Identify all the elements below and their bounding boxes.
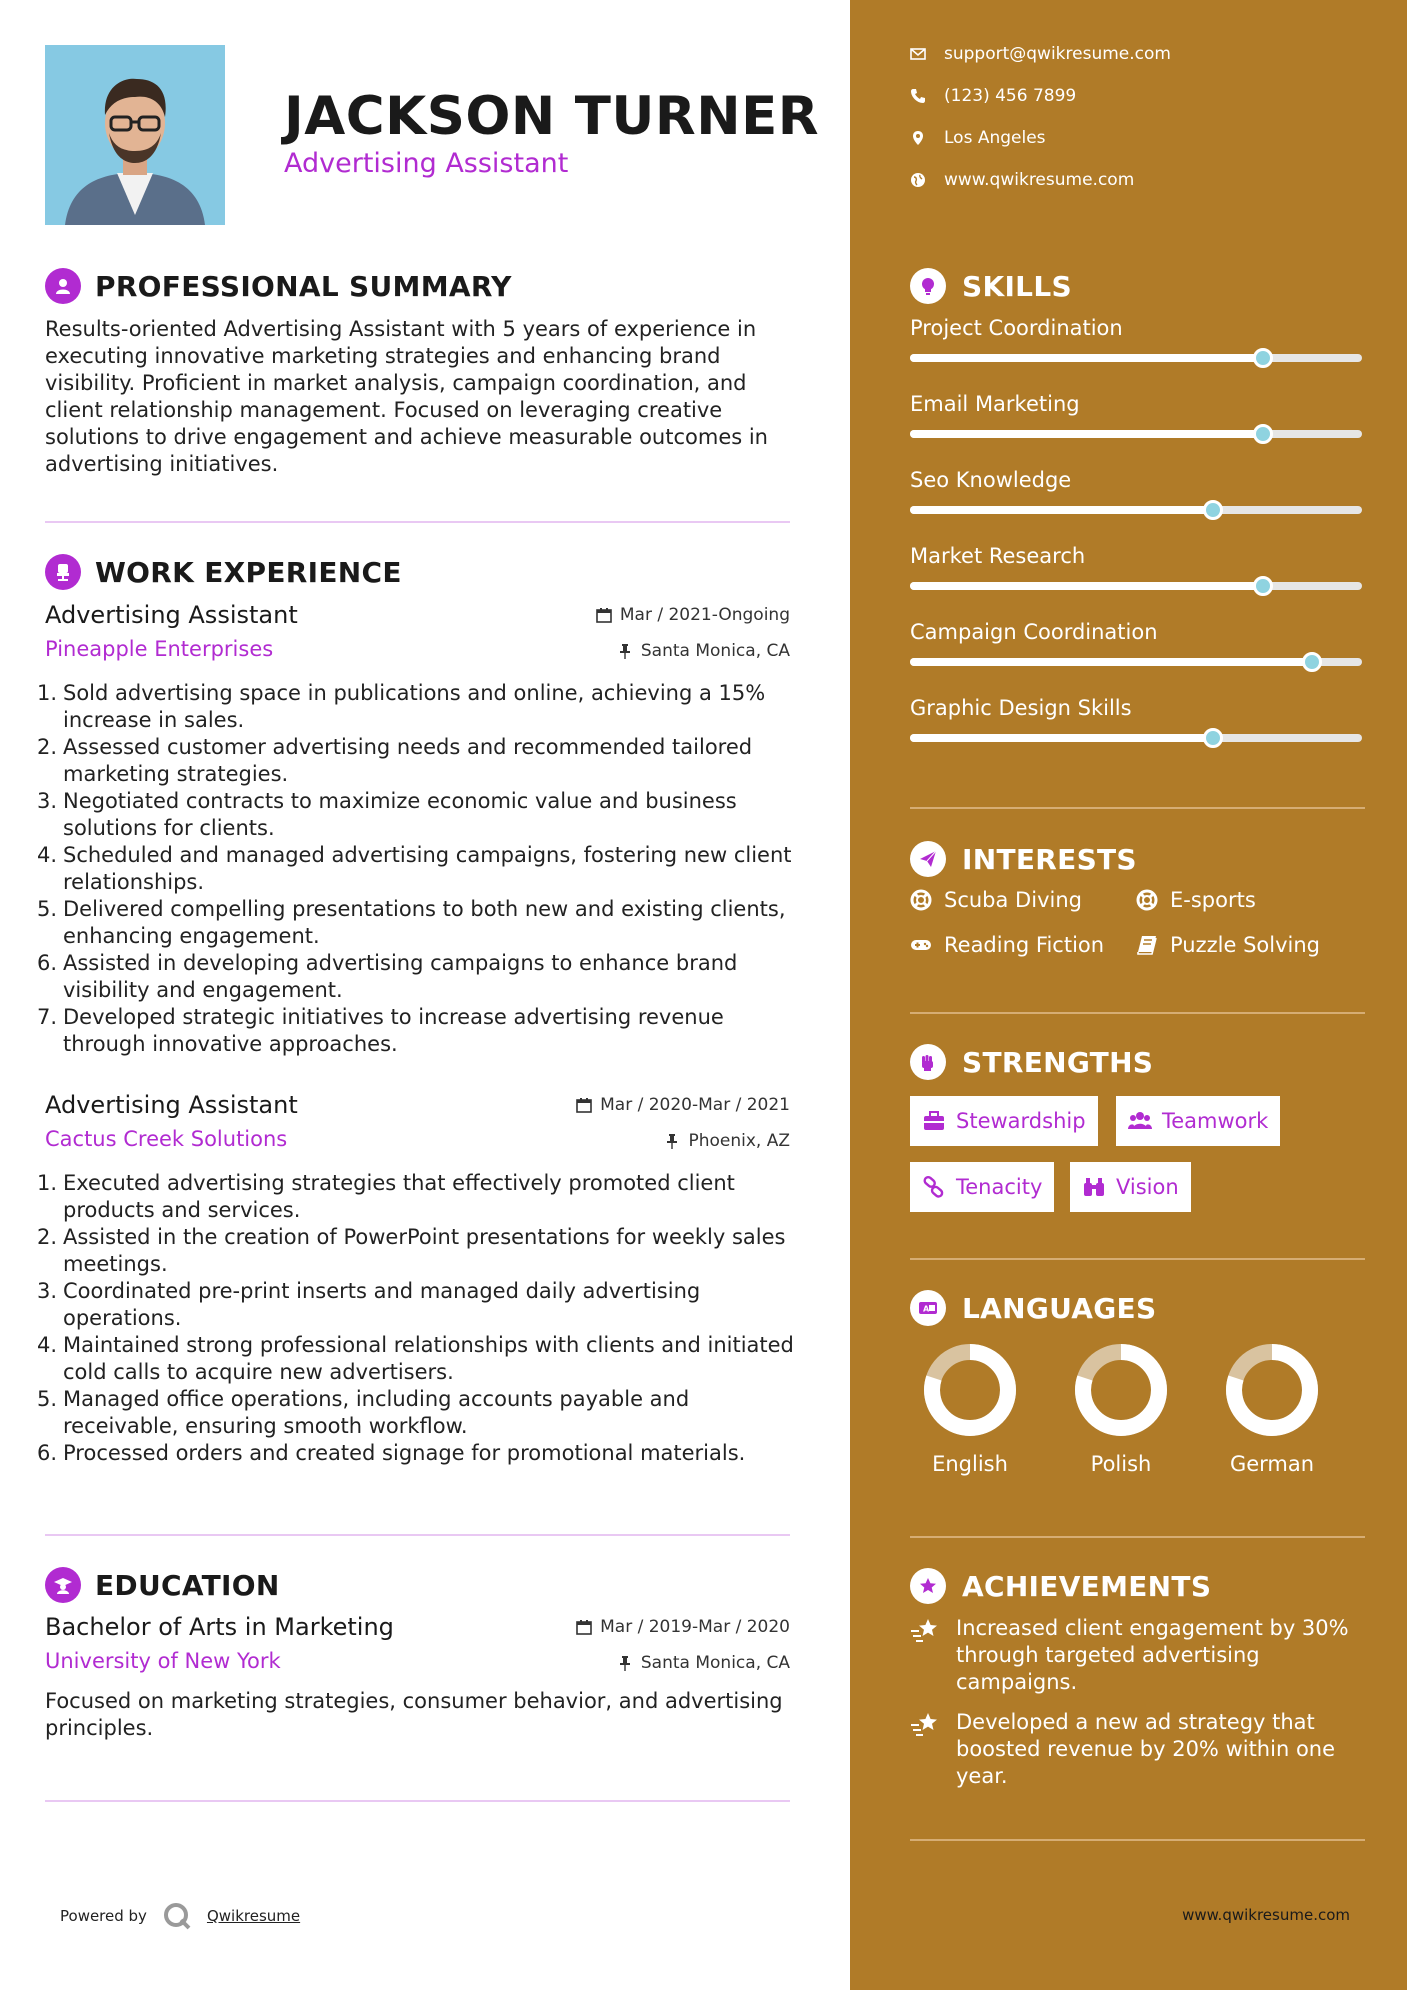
job-date <box>596 605 790 625</box>
experience-title: WORK EXPERIENCE <box>95 555 402 589</box>
language-ring <box>1224 1342 1320 1438</box>
phone-icon <box>910 88 926 104</box>
sidebar <box>850 0 1407 1990</box>
language-name: German <box>1229 1452 1315 1476</box>
job-bullets <box>37 1170 805 1467</box>
strength-label: Vision <box>1116 1175 1179 1199</box>
interest-item <box>910 888 1082 912</box>
shooting-star-icon <box>910 1617 940 1645</box>
skill-item <box>910 468 1365 518</box>
section-divider <box>45 521 790 523</box>
list-item: 4. Maintained strong professional relationships with clients and initiated cold calls to acquire new advertisers. <box>37 1333 794 1384</box>
contact-location <box>910 128 1046 148</box>
strength-badge <box>1070 1162 1191 1212</box>
skill-item <box>910 544 1365 594</box>
section-divider <box>45 1534 790 1536</box>
strengths-heading <box>910 1044 1153 1080</box>
skill-slider-knob <box>1302 652 1322 672</box>
contact-location-text: Los Angeles <box>944 128 1046 148</box>
education-entry <box>45 1613 790 1683</box>
skill-slider-knob <box>1203 500 1223 520</box>
education-heading <box>45 1567 280 1603</box>
education-date-text: Mar / 2019-Mar / 2020 <box>600 1617 790 1637</box>
skill-bar-fill <box>910 506 1213 514</box>
lightbulb-icon <box>910 268 946 304</box>
skill-item <box>910 392 1365 442</box>
globe-icon <box>910 172 926 188</box>
powered-by-label: Powered by <box>60 1907 147 1925</box>
skill-slider-knob <box>1203 728 1223 748</box>
strength-badge <box>910 1162 1054 1212</box>
list-item: 4. Scheduled and managed advertising campaigns, fostering new client relationships. <box>37 843 792 894</box>
education-location-text: Santa Monica, CA <box>640 1653 790 1673</box>
list-item: 7. Developed strategic initiatives to increase advertising revenue through innovative approaches. <box>37 1005 724 1056</box>
education-text: Focused on marketing strategies, consumer behavior, and advertising principles. <box>45 1689 783 1740</box>
skill-name: Seo Knowledge <box>910 468 1072 492</box>
skill-name: Graphic Design Skills <box>910 696 1132 720</box>
list-item: 5. Delivered compelling presentations to both new and existing clients, enhancing engagement. <box>37 897 786 948</box>
skill-name: Project Coordination <box>910 316 1123 340</box>
job-entry <box>45 601 790 671</box>
contact-email-text[interactable]: support@qwikresume.com <box>944 44 1171 64</box>
job-date-text: Mar / 2020-Mar / 2021 <box>600 1095 790 1115</box>
interest-label: Reading Fiction <box>944 933 1105 957</box>
interests-heading <box>910 841 1137 877</box>
candidate-title: Advertising Assistant <box>284 148 569 179</box>
job-location <box>617 641 790 661</box>
svg-text:A: A <box>923 1304 930 1314</box>
binoculars-icon <box>1082 1175 1106 1199</box>
skill-item <box>910 696 1365 746</box>
education-title: EDUCATION <box>95 1568 280 1602</box>
skill-bar <box>910 734 1362 742</box>
languages-heading <box>910 1290 1156 1326</box>
language-ring <box>1073 1342 1169 1438</box>
skill-bar-fill <box>910 430 1263 438</box>
language-item <box>910 1342 1030 1476</box>
pin-icon <box>617 643 633 659</box>
calendar-icon <box>576 1619 592 1635</box>
pin-icon <box>617 1655 633 1671</box>
skill-bar-fill <box>910 582 1263 590</box>
skills-heading <box>910 268 1072 304</box>
achievements-heading <box>910 1568 1211 1604</box>
person-portrait-icon <box>45 45 225 225</box>
language-name: English <box>932 1452 1008 1476</box>
link-icon <box>922 1175 946 1199</box>
job-date-text: Mar / 2021-Ongoing <box>619 605 790 625</box>
calendar-icon <box>576 1097 592 1113</box>
map-marker-icon <box>910 130 926 146</box>
gamepad-icon <box>910 934 932 956</box>
languages-title: LANGUAGES <box>962 1291 1157 1325</box>
list-item: 3. Negotiated contracts to maximize economic value and business solutions for clients. <box>37 789 737 840</box>
skill-item <box>910 316 1365 366</box>
language-item <box>1212 1342 1332 1476</box>
envelope-icon <box>910 46 926 62</box>
powered-by <box>60 1900 300 1932</box>
profile-photo <box>45 45 225 225</box>
skill-bar-fill <box>910 354 1263 362</box>
summary-title: PROFESSIONAL SUMMARY <box>95 269 512 303</box>
interest-item <box>910 933 1104 957</box>
section-divider <box>910 1258 1365 1260</box>
list-item: 1. Executed advertising strategies that effectively promoted client products and services. <box>37 1171 735 1222</box>
section-divider <box>910 1839 1365 1841</box>
briefcase-icon <box>922 1109 946 1133</box>
pin-icon <box>664 1133 680 1149</box>
skill-name: Campaign Coordination <box>910 620 1158 644</box>
contact-phone <box>910 86 1076 106</box>
skill-slider-knob <box>1253 576 1273 596</box>
job-entry <box>45 1091 790 1161</box>
skill-bar-fill <box>910 658 1312 666</box>
language-ring <box>922 1342 1018 1438</box>
contact-website <box>910 170 1134 190</box>
users-icon <box>1128 1109 1152 1133</box>
skill-name: Market Research <box>910 544 1086 568</box>
achievement-text: Increased client engagement by 30% through targeted advertising campaigns. <box>956 1616 1349 1694</box>
summary-text: Results-oriented Advertising Assistant with 5 years of experience in executing innovative marketing strategies and enhancing brand visibility. Proficient in market analysis, campaign coordination, and client relationship management. Focused on leveraging creative solutions to drive engagement and achieve measurable outcomes in advertising initiatives. <box>45 317 768 476</box>
calendar-icon <box>596 607 612 623</box>
skill-name: Email Marketing <box>910 392 1080 416</box>
translate-icon <box>910 1290 946 1326</box>
skills-title: SKILLS <box>962 269 1072 303</box>
list-item: 1. Sold advertising space in publications and online, achieving a 15% increase in sales. <box>37 681 766 732</box>
section-divider <box>910 1012 1365 1014</box>
language-name: Polish <box>1090 1452 1152 1476</box>
skill-bar <box>910 354 1362 362</box>
achievement-text: Developed a new ad strategy that boosted revenue by 20% within one year. <box>956 1710 1336 1788</box>
job-location-text: Phoenix, AZ <box>688 1131 790 1151</box>
list-item: 2. Assessed customer advertising needs and recommended tailored marketing strategies. <box>37 735 753 786</box>
candidate-name: JACKSON TURNER <box>284 86 820 147</box>
achievement-item <box>910 1615 1365 1696</box>
strength-badge <box>1116 1096 1280 1146</box>
graduate-icon <box>45 1567 81 1603</box>
skill-slider-knob <box>1253 424 1273 444</box>
skill-item <box>910 620 1365 670</box>
contact-email <box>910 44 1171 64</box>
language-item <box>1061 1342 1181 1476</box>
skill-bar <box>910 506 1362 514</box>
job-role: Advertising Assistant <box>45 1091 298 1119</box>
job-company: Pineapple Enterprises <box>45 637 274 661</box>
job-role: Advertising Assistant <box>45 601 298 629</box>
interest-label: E-sports <box>1170 888 1256 912</box>
skill-slider-knob <box>1253 348 1273 368</box>
star-icon <box>910 1568 946 1604</box>
interest-item <box>1136 933 1320 957</box>
strength-label: Stewardship <box>956 1109 1086 1133</box>
chair-icon <box>45 554 81 590</box>
list-item: 3. Coordinated pre-print inserts and managed daily advertising operations. <box>37 1279 701 1330</box>
shooting-star-icon <box>910 1711 940 1739</box>
achievement-item <box>910 1709 1365 1790</box>
skill-bar-fill <box>910 734 1213 742</box>
achievements-title: ACHIEVEMENTS <box>962 1569 1212 1603</box>
qwikresume-link[interactable]: Qwikresume <box>206 1907 301 1925</box>
lifebuoy-icon <box>910 889 932 911</box>
footer-website[interactable]: www.qwikresume.com <box>1182 1906 1350 1924</box>
strength-badge <box>910 1096 1098 1146</box>
section-divider <box>910 1536 1365 1538</box>
list-item: 5. Managed office operations, including accounts payable and receivable, ensuring smooth workflow. <box>37 1387 690 1438</box>
user-icon <box>45 268 81 304</box>
degree-name: Bachelor of Arts in Marketing <box>45 1613 394 1641</box>
job-date <box>576 1095 790 1115</box>
strength-label: Teamwork <box>1162 1109 1269 1133</box>
interest-label: Puzzle Solving <box>1170 933 1320 957</box>
summary-heading <box>45 268 512 304</box>
lifebuoy-icon <box>1136 889 1158 911</box>
list-item: 2. Assisted in the creation of PowerPoint presentations for weekly sales meetings. <box>37 1225 786 1276</box>
contact-website-text[interactable]: www.qwikresume.com <box>944 170 1135 190</box>
education-location <box>617 1653 790 1673</box>
skill-bar <box>910 658 1362 666</box>
job-location <box>664 1131 790 1151</box>
section-divider <box>45 1800 790 1802</box>
job-company: Cactus Creek Solutions <box>45 1127 288 1151</box>
job-location-text: Santa Monica, CA <box>640 641 790 661</box>
skill-bar <box>910 582 1362 590</box>
school-name: University of New York <box>45 1649 281 1673</box>
interest-label: Scuba Diving <box>944 888 1082 912</box>
interests-title: INTERESTS <box>962 842 1137 876</box>
section-divider <box>910 807 1365 809</box>
paper-plane-icon <box>910 841 946 877</box>
skill-bar <box>910 430 1362 438</box>
list-item: 6. Processed orders and created signage for promotional materials. <box>37 1441 746 1465</box>
qwikresume-logo-icon <box>161 1900 193 1932</box>
fist-icon <box>910 1044 946 1080</box>
book-icon <box>1136 934 1158 956</box>
strengths-title: STRENGTHS <box>962 1045 1154 1079</box>
interest-item <box>1136 888 1256 912</box>
job-bullets <box>37 680 805 1058</box>
education-date <box>576 1617 790 1637</box>
experience-heading <box>45 554 402 590</box>
list-item: 6. Assisted in developing advertising campaigns to enhance brand visibility and engagement. <box>37 951 738 1002</box>
contact-phone-text: (123) 456 7899 <box>944 86 1077 106</box>
strength-label: Tenacity <box>956 1175 1043 1199</box>
